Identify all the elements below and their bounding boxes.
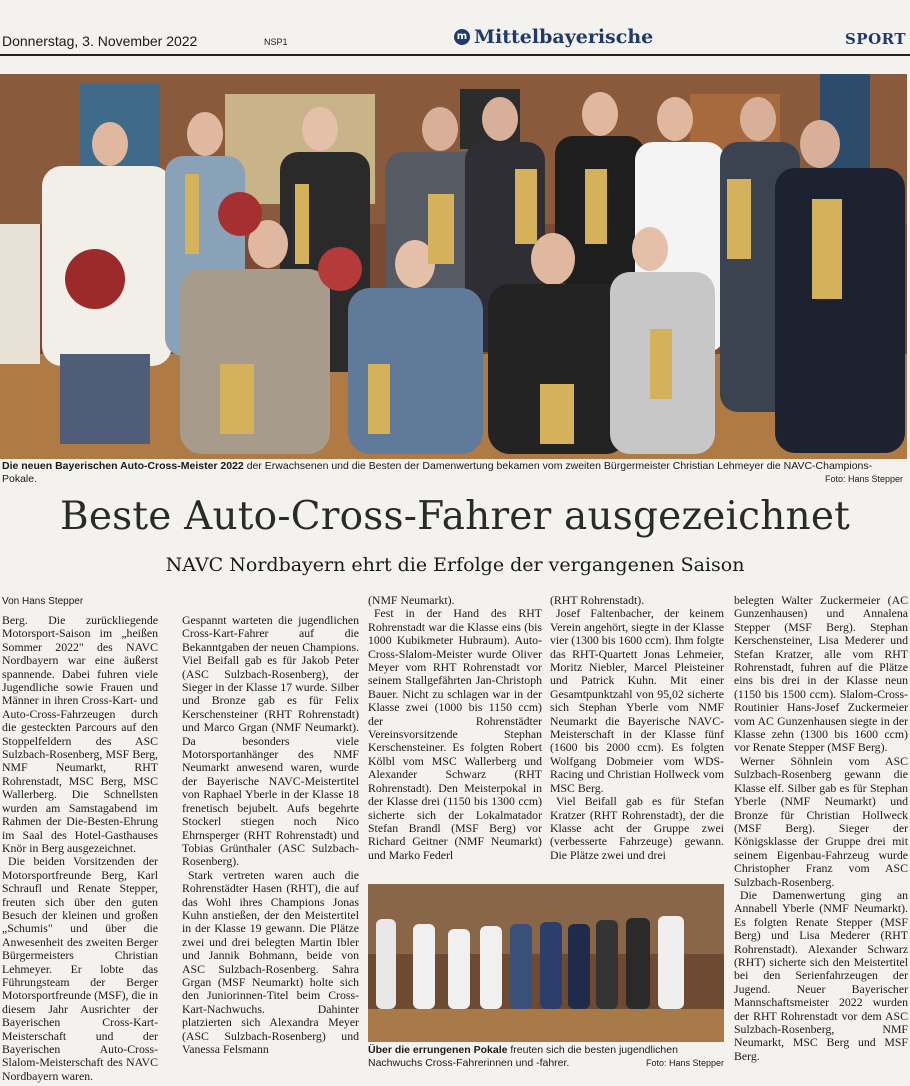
paragraph: Berg. Die zurückliegende Motorsport-Saison im „heißen Sommer 2022" des NAVC Nordbayern war eine äußerst spannende. Dabei fuhren viele Jugendliche sowie Frauen und Männer in ihren Cross-Kart- und Auto-Cross-Fahrzeugen durch die gesteckten Parcours auf den Stoppelfeldern des ASC Sulzbach-Rosenberg, MSF Berg, NMF Neumarkt, RHT Rohrenstadt, MSC Berg, MSC Wallerberg. Die Schnellsten wurden am Samstagabend im Rahmen der Die-Besten-Ehrung im Saal des Hotel-Gasthauses Knör in Berg ausgezeichnet.: [2, 613, 158, 855]
paragraph: Josef Faltenbacher, der keinem Verein angehört, siegte in der Klasse vier (1300 bis 1600 ccm). Ihm folgte das RHT-Quartett Jonas Lehmeier, Moritz Niebler, Marcel Pleisteiner und Patrick Kuhn. Mit einer Gesamtpunktzahl von 95,02 sicherte sich Stephan Yberle vom NMF Neumarkt die Bayerische NAVC-Meisterschaft in der Klasse fünf (1600 bis 2000 ccm). Es folgten Wolfgang Dobmeier vom WDS-Racing und Christian Hollweck vom MSC Berg.: [550, 606, 724, 795]
paragraph: Die Damenwertung ging an Annabell Yberle (NMF Neumarkt). Es folgten Renate Stepper (MSF Berg) und Lisa Mederer (RHT Rohrenstadt). Alexander Schwarz (RHT) sicherte sich den Meistertitel bei den Serienfahrzeugen der Jugend. Neuer Bayerischer Mannschaftsmeister 2022 wurden der RHT Rohrenstadt vor dem ASC Sulzbach-Rosenberg, NMF Neumarkt, MSC Berg und MSF Berg.: [734, 887, 908, 1063]
paragraph: Die beiden Vorsitzenden der Motorsportfreunde Berg, Karl Schraufl und Renate Stepper, freuten sich über den guten Besuch der kleinen und großen „Schumis" und über die Anwesenheit des zweiten Berger Bürgermeisters Christian Lehmeyer. Er lobte das Führungsteam der Berger Motorsportfreunde (MSF), die in diesem Jahr Ausrichter der Bayerischen Cross-Kart-Meisterschaft und der Bayerischen Auto-Cross-Slalom-Meisterschaft des NAVC Nordbayern waren.: [2, 854, 158, 1083]
paragraph: belegten Walter Zuckermeier (AC Gunzenhausen) und Annalena Stepper (MSF Berg). Stephan Kerschensteiner, Lisa Mederer und Stefan Kratzer, alle vom RHT Rohrenstadt, fuhren auf die Plätze eins bis drei in der Klasse neun (1150 bis 1500 ccm). Slalom-Cross-Routinier Hans-Josef Zuckermeier vom AC Gunzenhausen siegte in der Klasse zehn (1300 bis 1600 ccm) vor Renate Stepper (MSF Berg).: [734, 593, 908, 755]
article-column-1: [2, 614, 158, 1083]
paragraph: Gespannt warteten die jugendlichen Cross-Kart-Fahrer auf die Bekanntgaben der neuen Champions. Viel Beifall gab es für Jakob Peter (ASC Sulzbach-Rosenberg), der Sieger in der Klasse 17 wurde. Silber und Bronze gab es für Felix Kerschensteiner (RHT Rohrenstadt) und Marco Grgan (NMF Neumarkt). Da besonders viele Motorsportanhänger des NMF Neumarkt anwesend waren, wurde der Bayerische NAVC-Meistertitel von Raphael Yberle in der Klasse 18 frenetisch bejubelt. Aufs begehrte Stockerl stiegen noch Nico Ehrnsperger (RHT Rohrenstadt) und Tobias Grünthaler (ASC Sulzbach-Rosenberg).: [182, 613, 359, 869]
article-byline: Von Hans Stepper: [2, 596, 84, 607]
caption-lead: Über die errungenen Pokale: [368, 1044, 508, 1056]
article-headline: Beste Auto-Cross-Fahrer ausgezeichnet: [60, 494, 850, 539]
paragraph: Stark vertreten waren auch die Rohrenstädter Hasen (RHT), die auf das Wohl ihres Champions Jonas Kuhn anstießen, der den Meistertitel in der Klasse 19 gewann. Die Plätze zwei und drei belegten Martin Ibler und Jannik Bohmann, beide von ASC Sulzbach-Rosenberg. Sahra Grgan (MSF Neumarkt) holte sich den Juniorinnen-Titel beim Cross-Kart-Nachwuchs. Dahinter platzierten sich Alexandra Meyer (ASC Sulzbach-Rosenberg) und Vanessa Felsmann: [182, 867, 359, 1056]
main-photo-caption: [2, 460, 907, 486]
article-subheadline: NAVC Nordbayern ehrt die Erfolge der vergangenen Saison: [165, 554, 745, 576]
paragraph: (RHT Rohrenstadt).: [550, 593, 645, 607]
photo-credit: Foto: Hans Stepper: [645, 1058, 724, 1068]
youth-photo: [368, 884, 724, 1042]
logo-icon: m: [454, 29, 470, 45]
photo-credit: Foto: Hans Stepper: [824, 474, 903, 484]
paragraph: (NMF Neumarkt).: [368, 593, 455, 607]
logo-text: Mittelbayerische: [474, 26, 654, 48]
header-rule: [0, 54, 910, 56]
section-name: SPORT: [844, 30, 906, 48]
main-photo: [0, 74, 907, 459]
article-column-3: [368, 594, 542, 862]
article-column-5: [734, 594, 908, 1063]
newspaper-logo: [454, 26, 653, 48]
paragraph: Fest in der Hand des RHT Rohrenstadt war die Klasse eins (bis 1000 Kubikmeter Hubraum). Auto-Cross-Slalom-Meister wurde Oliver Meyer vom RHT Rohrenstadt vor seinem Stallgefährten Jan-Christoph Bauer. Nicht zu schlagen war in der Klasse zwei (1000 bis 1150 ccm) der Rohrenstädter Vereinsvorsitzende Stephan Kerschensteiner. Es folgten Robert Kölbl vom MSC Wallerberg und Alexander Schwarz (RHT Rohrenstadt). Den Meisterpokal in der Klasse drei (1150 bis 1300 ccm) sicherte sich der Lokalmatador Stefan Brandl (MSF Berg) vor Richard Geitner (NMF Neumarkt) und Marko Federl: [368, 606, 542, 862]
paragraph: Werner Söhnlein vom ASC Sulzbach-Rosenberg gewann die Klasse elf. Silber gab es für Stephan Yberle (NMF Neumarkt) und Bronze für Christian Hollweck (MSF Berg). Sieger der Königsklasse der Gruppe drei mit seinem Eigenbau-Fahrzeug wurde Christopher Franz vom ASC Sulzbach-Rosenberg.: [734, 753, 908, 889]
article-column-2: [182, 614, 359, 1056]
youth-photo-caption: [368, 1044, 724, 1070]
article-column-4: [550, 594, 724, 862]
caption-text: der Erwachsenen und die Besten der Damenwertung bekamen vom zweiten Bürgermeister Christian Lehmeyer die NAVC-Champions-Pokale.: [2, 460, 873, 485]
issue-date: Donnerstag, 3. November 2022: [2, 33, 198, 49]
caption-lead: Die neuen Bayerischen Auto-Cross-Meister 2022: [2, 460, 244, 472]
caption-text: freuten sich die besten jugendlichen Nachwuchs Cross-Fahrerinnen und -fahrer.: [368, 1044, 678, 1069]
page-header: [0, 0, 910, 56]
paragraph: Viel Beifall gab es für Stefan Kratzer (RHT Rohrenstadt), der die Klasse acht der Gruppe zwei (verbesserte Fahrzeuge) gewann. Die Plätze zwei und drei: [550, 794, 724, 862]
page-code: NSP1: [264, 37, 288, 47]
